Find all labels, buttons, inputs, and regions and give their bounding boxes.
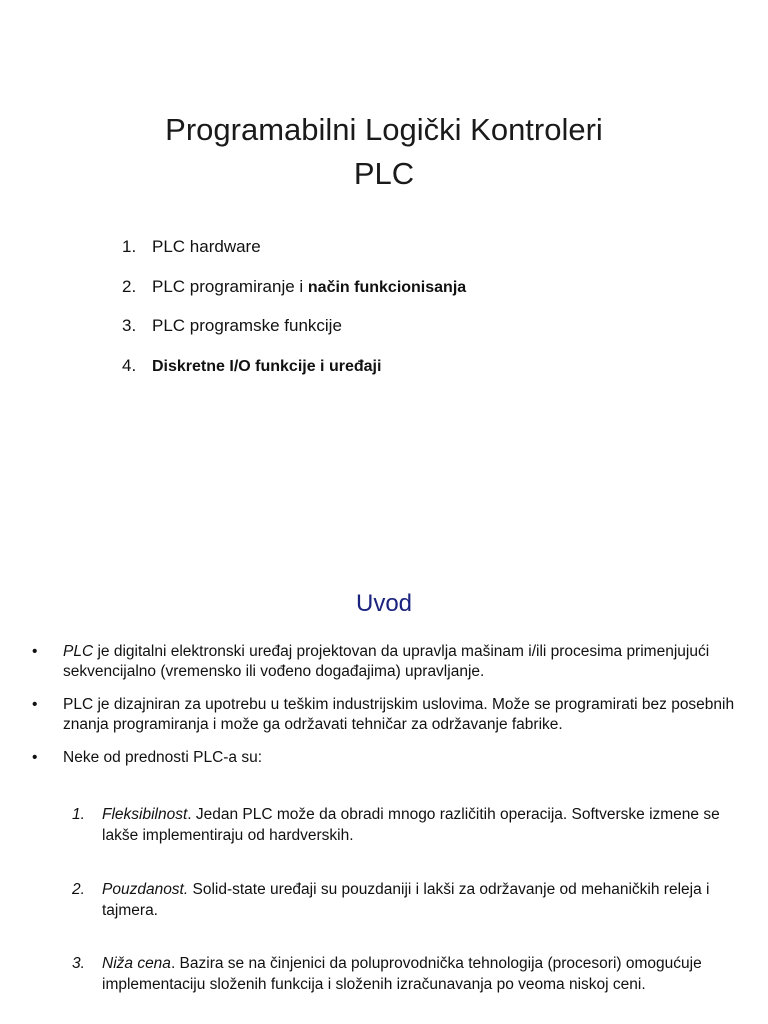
advantage-number: 1. (72, 806, 85, 823)
advantage-item-2 (72, 879, 732, 921)
toc-item-3 (122, 315, 466, 355)
advantage-term: Fleksibilnost (102, 806, 188, 823)
bullet-text: Neke od prednosti PLC-a su: (63, 749, 263, 766)
page-title (0, 108, 768, 196)
toc-number: 1. (122, 237, 137, 256)
toc-number: 4. (122, 355, 137, 375)
title-line-1: Programabilni Logički Kontroleri (165, 112, 603, 147)
toc-item-4 (122, 355, 466, 395)
bullet-marker: • (32, 696, 38, 713)
advantage-term: Pouzdanost. (102, 881, 189, 898)
advantage-item-3 (72, 953, 732, 995)
title-line-2: PLC (353, 156, 415, 191)
toc-number: 3. (122, 316, 137, 335)
toc-text: PLC hardware (152, 237, 261, 256)
advantage-text: . Bazira se na činjenici da poluprovodnička tehnologija (procesori) omogućuje implementaciju složenih funkcija i složenih izračunavanja po veoma niskoj ceni. (102, 955, 702, 993)
advantage-number: 3. (72, 955, 85, 972)
toc-item-1 (122, 236, 466, 276)
advantages-list-3 (72, 953, 732, 995)
bullet-text: PLC je dizajniran za upotrebu u teškim industrijskim uslovima. Može se programirati bez posebnih znanja programiranja i može ga održavati tehničar za održavanje fabrike. (63, 696, 735, 733)
advantage-number: 2. (72, 881, 85, 898)
bullet-marker: • (32, 749, 38, 766)
section-heading: Uvod (355, 590, 413, 617)
table-of-contents (122, 236, 466, 394)
advantage-text: Solid-state uređaji su pouzdaniji i lakši za održavanje od mehaničkih releja i tajmera. (102, 881, 710, 919)
bullet-marker: • (32, 643, 38, 660)
bullet-item-3 (32, 748, 742, 768)
advantage-item-1 (72, 804, 732, 846)
advantages-list-2 (72, 879, 732, 921)
toc-text: PLC programske funkcije (152, 316, 342, 335)
advantage-term: Niža cena (102, 955, 171, 972)
toc-item-2 (122, 276, 466, 316)
bullet-text: je digitalni elektronski uređaj projektovan da upravlja mašinam i/ili procesima primenjujući sekvencijalno (vremensko ili vođeno događajima) upravljanje. (63, 643, 710, 680)
bullet-item-2 (32, 695, 742, 735)
toc-number: 2. (122, 276, 137, 296)
advantage-text: . Jedan PLC može da obradi mnogo različitih operacija. Softverske izmene se lakše implementiraju od hardverskih. (102, 806, 720, 844)
toc-bold-text: Diskretne I/O funkcije i uređaji (152, 357, 382, 375)
bullet-lead: PLC (63, 643, 94, 660)
bullet-item-1 (32, 642, 742, 682)
bullet-list (32, 642, 742, 781)
toc-text: PLC programiranje i (152, 276, 308, 296)
advantages-list-1 (72, 804, 732, 846)
toc-bold-text: način funkcionisanja (307, 278, 467, 296)
